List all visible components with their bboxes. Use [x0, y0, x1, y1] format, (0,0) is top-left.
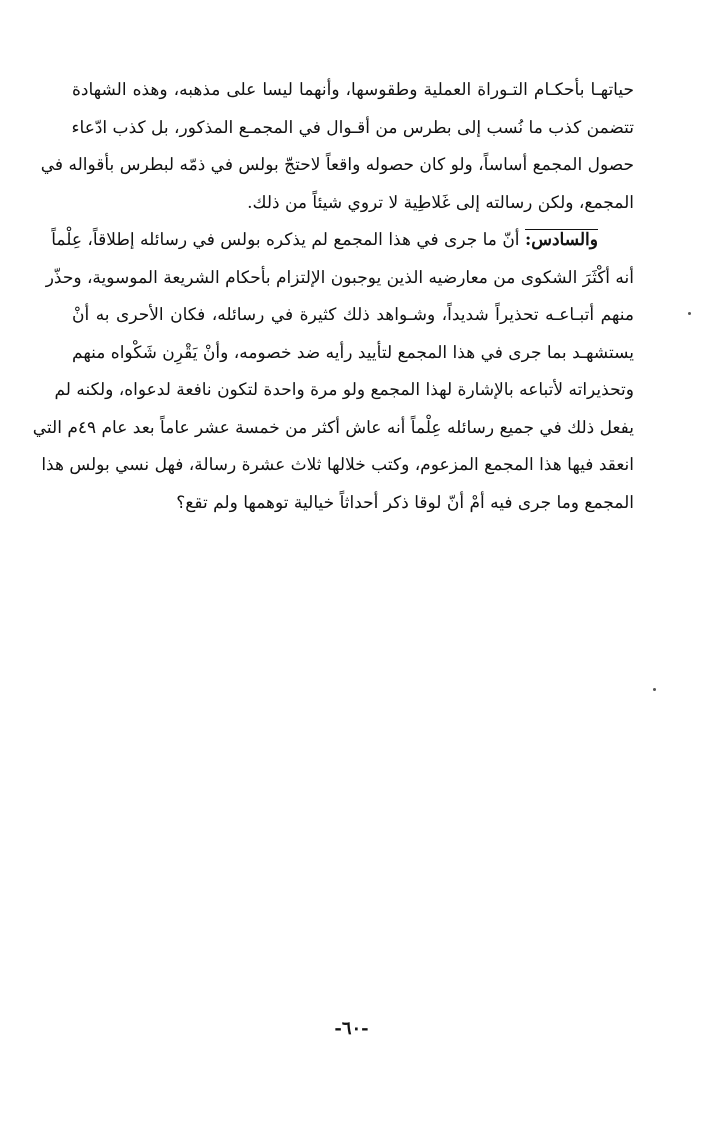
- section-heading: والسادس:: [524, 230, 598, 250]
- body-text: [32, 72, 634, 522]
- text-line: حصول المجمع أساساً، ولو كان حصوله واقعاً لاحتجّ بولس في ذمّه لبطرس بأقواله في: [40, 155, 634, 175]
- text-line: يفعل ذلك في جميع رسائله عِلْماً أنه عاش أكثر من خمسة عشر عاماً بعد عام ٤٩م التي: [32, 417, 634, 438]
- text-line: تتضمن كذب ما نُسب إلى بطرس من أقـوال في المجمـع المذكور، بل كذب ادّعاء: [71, 117, 634, 138]
- paragraph-2: [32, 222, 634, 522]
- scan-speck: [688, 312, 691, 315]
- text-line: أنه أكْثَرَ الشكوى من معارضيه الذين يوجبون الإلتزام بأحكام الشريعة الموسوية، وحذّر: [45, 267, 634, 288]
- text-line: [51, 222, 634, 260]
- page-number: -٦٠-: [334, 1018, 369, 1039]
- text-line-content: أنّ ما جرى في هذا المجمع لم يذكره بولس في رسائله إطلاقاً، عِلْماً: [51, 230, 520, 250]
- text-line: منهم أتبـاعـه تحذيراً شديداً، وشـواهد ذلك كثيرة في رسائله، فكان الأحرى به أنْ: [72, 305, 634, 325]
- text-line: يستشهـد بما جرى في هذا المجمع لتأييد رأيه ضد خصومه، وأنْ يَقْرِن شَكْواه منهم: [72, 342, 634, 363]
- paragraph-1: [40, 72, 634, 222]
- text-line: حياتهـا بأحكـام التـوراة العملية وطقوسها، وأنهما ليسا على مذهبه، وهذه الشهادة: [72, 80, 634, 100]
- text-line: المجمع وما جرى فيه أمْ أنّ لوقا ذكر أحداثاً خيالية توهمها ولم تقع؟: [176, 492, 634, 513]
- text-line: انعقد فيها هذا المجمع المزعوم، وكتب خلالها ثلاث عشرة رسالة، فهل نسي بولس هذا: [41, 455, 634, 475]
- text-line: وتحذيراته لأتباعه بالإشارة لهذا المجمع ولو مرة واحدة لتكون نافعة لدعواه، ولكنه لم: [54, 380, 634, 400]
- scan-speck: [653, 688, 656, 691]
- text-line: المجمع، ولكن رسالته إلى غَلاطِية لا تروي شيئاً من ذلك.: [247, 192, 634, 213]
